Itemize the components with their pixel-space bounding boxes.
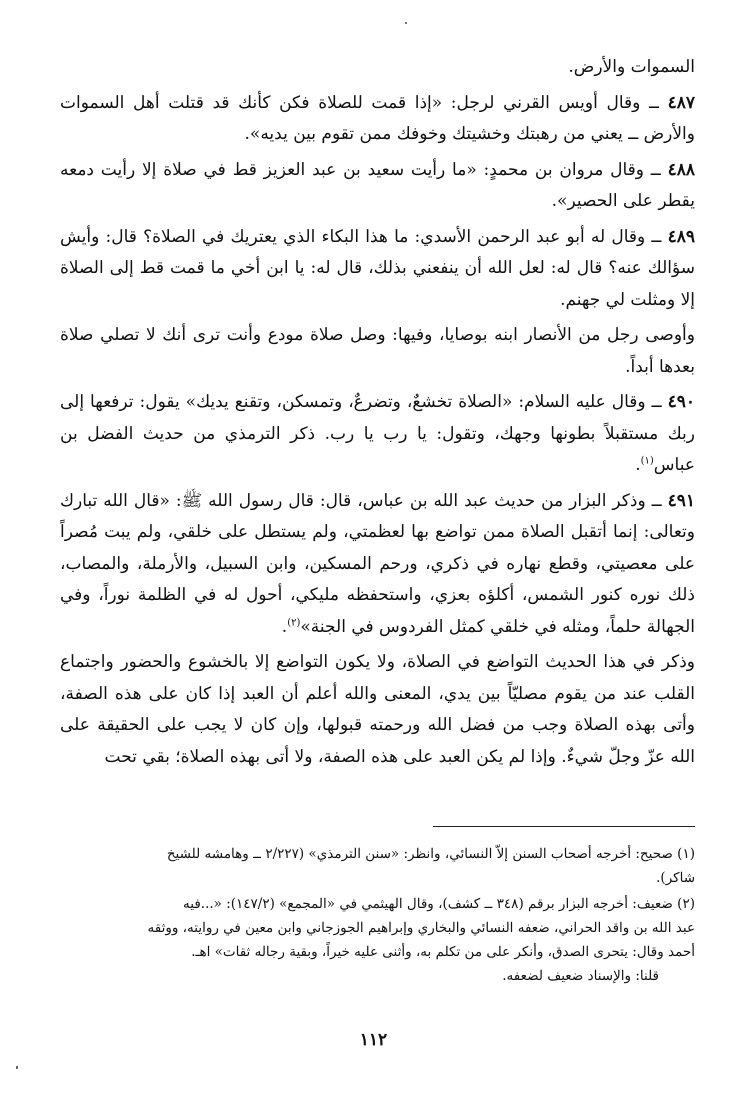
paragraph-number: ٤٩٠	[667, 392, 695, 412]
footnote-line: أحمد وقال: يتحرى الصدق، وأنكر على من تكلم به، وأثنى عليه خيراً، وبقية رجاله ثقات» اهـ.	[191, 944, 695, 960]
paragraph-number: ٤٨٨	[667, 159, 695, 180]
paragraph-491	[60, 486, 695, 644]
paragraph-text: وقال مروان بن محمدٍ: «ما رأيت سعيد بن عبد العزيز قط في صلاة إلا رأيت دمعه يقطر على الحصير».	[60, 159, 695, 211]
footnote-line: عبد الله بن واقد الحراني، ضعفه النسائي والبخاري وإبراهيم الجوزجاني وابن معين في روايته، ووثقه	[147, 920, 695, 936]
scan-speck	[405, 22, 407, 24]
paragraph-number: ٤٨٩	[667, 226, 695, 247]
footnote-line	[58, 892, 695, 916]
paragraph-text: وقال له أبو عبد الرحمن الأسدي: ما هذا البكاء الذي يعتريك في الصلاة؟ قال: وأيش سؤالك عنه؟ قال له: لعل الله أن ينفعني بذلك، قال له: يا ابن أخي ما قمت قط إلى الصلاة إلا ومثلت لي جهنم.	[60, 226, 695, 310]
paragraph-text: وأوصى رجل من الأنصار ابنه بوصايا، وفيها: وصل صلاة مودع وأنت ترى أنك لا تصلي صلاة بعدها أبداً.	[60, 325, 695, 377]
paragraph-text: وذكر البزار من حديث عبد الله بن عباس، قال: قال رسول الله ﷺ: «قال الله تبارك وتعالى: إنما أتقبل الصلاة ممن تواضع بها لعظمتي، ولم يستطل على خلقي، ولم يبت مُصراً على معصيتي، وقطع نهاره في ذكري، ورحم المسكين، وابن السبيل، والأرملة، والمصاب، ذلك نوره كنور الشمس، أكلؤه بعزي، واستحفظه مليكي، أحول له في الظلمة نوراً، وفي الجهالة حلماً، ومثله في خلقي كمثل الفردوس في الجنة»	[60, 490, 695, 637]
paragraph-text: وقال أويس القرني لرجل: «إذا قمت للصلاة فكن كأنك قد قتلت أهل السموات والأرض ــ يعني من رهبتك وخشيتك وخوفك ممن تقوم بين يديه».	[60, 92, 695, 144]
footnote-divider	[433, 826, 695, 827]
footnote-line: شاكر).	[656, 870, 695, 886]
footnote-text: صحيح: أخرجه أصحاب السنن إلاّ النسائي، وانظر: «سنن الترمذي» (٢/٢٢٧ ــ وهامشه للشيخ	[166, 846, 673, 862]
paragraph-number: ٤٩١	[667, 490, 695, 511]
dash: ــ	[643, 159, 661, 180]
footnotes	[58, 842, 695, 990]
page-body	[60, 52, 695, 777]
paragraph-commentary	[60, 647, 695, 773]
paragraph-ansar-advice	[60, 320, 695, 383]
footnote-1	[58, 842, 695, 890]
intro-line	[60, 52, 695, 84]
footnote-ref-2[interactable]: (٢)	[287, 616, 301, 628]
paragraph-488	[60, 155, 695, 218]
dash: ــ	[645, 392, 662, 412]
intro-text: السموات والأرض.	[568, 57, 695, 77]
dash: ــ	[640, 92, 659, 113]
paragraph-text: وذكر في هذا الحديث التواضع في الصلاة، ولا يكون التواضع إلا بالخشوع والحضور واجتماع القلب عند من يقوم مصليّاً بين يدي، المعنى والله أعلم أن العبد إذا كان على هذه الصفة، وأتى بهذه الصلاة وجب من فضل الله ورحمته قبولها، وإن كان لا يجب على الحقيقة على الله عزّ وجلّ شيءٌ. وإذا لم يكن العبد على هذه الصفة، ولا أتى بهذه الصلاة؛ بقي تحت	[60, 652, 695, 767]
footnote-line	[58, 842, 695, 866]
footnote-label: (٢)	[677, 896, 695, 912]
scan-speck	[16, 1066, 18, 1069]
page-number: ١١٢	[359, 1030, 388, 1050]
footnote-2	[58, 892, 695, 988]
footnote-label: (١)	[677, 846, 695, 862]
paragraph-489	[60, 222, 695, 317]
paragraph-487	[60, 88, 695, 151]
paragraph-text: وقال عليه السلام: «الصلاة تخشعٌ، وتضرعٌ، وتمسكن، وتقنع يديك» يقول: ترفعها إلى ربك مستقبلاً بطونها وجهك، وتقول: يا رب يا رب. ذكر الترمذي من حديث الفضل بن عباس	[60, 392, 695, 475]
paragraph-number: ٤٨٧	[667, 92, 695, 113]
dash: ــ	[645, 226, 662, 247]
paragraph-tail: .	[281, 616, 288, 637]
paragraph-490	[60, 387, 695, 482]
footnote-line: قلنا: والإسناد ضعيف لضعفه.	[502, 968, 659, 984]
footnote-text: ضعيف: أخرجه البزار برقم (٣٤٨ ــ كشف)، وقال الهيثمي في «المجمع» (١٤٧/٢): «...فيه	[183, 896, 673, 912]
paragraph-tail: .	[635, 455, 641, 475]
footnote-ref-1[interactable]: (١)	[640, 455, 654, 467]
dash: ــ	[645, 490, 662, 511]
